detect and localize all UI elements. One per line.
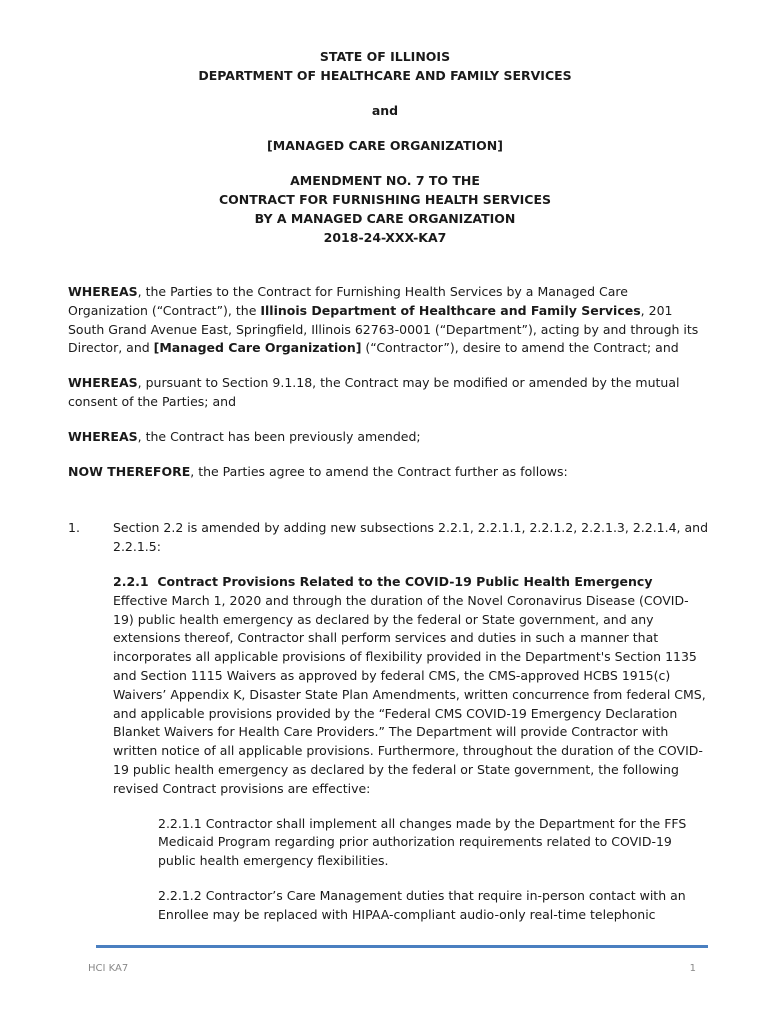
document-title-block: [0, 47, 770, 247]
document-body: [68, 283, 708, 925]
title-by-mco: BY A MANAGED CARE ORGANIZATION: [254, 211, 516, 226]
recital-text: , pursuant to Section 9.1.18, the Contract may be modified or amended by the mutual consent of the Parties; and: [68, 375, 680, 409]
title-state: STATE OF ILLINOIS: [319, 49, 451, 64]
recital-lead: WHEREAS: [68, 284, 138, 299]
title-contract-number: 2018-24-XXX-KA7: [323, 230, 447, 245]
recital-mco-name: [Managed Care Organization]: [153, 340, 362, 356]
title-and: and: [371, 103, 399, 118]
title-amendment: AMENDMENT NO. 7 TO THE: [290, 173, 480, 188]
footer-page-number: 1: [689, 963, 696, 974]
subsection-title: Contract Provisions Related to the COVID-19 Public Health Emergency: [157, 573, 653, 589]
footer-document-id: HCI KA7: [88, 963, 129, 974]
recital-4: [68, 463, 708, 482]
recital-text: , the Parties to the Contract for Furnishing Health Services by a Managed Care Organization (“Contract”), the: [68, 284, 628, 318]
recital-3: [68, 428, 708, 447]
recital-text: (“Contractor”), desire to amend the Contract; and: [361, 340, 679, 356]
recital-text: , the Parties agree to amend the Contract further as follows:: [190, 463, 568, 479]
amendment-item-1: [68, 519, 708, 924]
recital-department-name: Illinois Department of Healthcare and Family Services: [260, 302, 641, 318]
recital-text: , the Contract has been previously amended;: [137, 428, 421, 444]
subsection-heading: [113, 573, 708, 592]
title-mco: [MANAGED CARE ORGANIZATION]: [267, 138, 503, 153]
title-department: DEPARTMENT OF HEALTHCARE AND FAMILY SERVICES: [198, 68, 572, 83]
subsection-2-2-1: [113, 573, 708, 799]
recital-lead: NOW THEREFORE: [68, 463, 191, 479]
item-text: Section 2.2 is amended by adding new subsections 2.2.1, 2.2.1.1, 2.2.1.2, 2.2.1.3, 2.2.1.4, and 2.2.1.5:: [113, 520, 709, 555]
recital-2: [68, 374, 708, 412]
subsection-2-2-1-2: 2.2.1.2 Contractor’s Care Management duties that require in-person contact with an Enrollee may be replaced with HIPAA-compliant audio-only real-time telephonic: [158, 887, 686, 922]
subsection-number: 2.2.1: [113, 573, 149, 589]
recital-lead: WHEREAS: [68, 375, 138, 391]
subsection-2-2-1-1: 2.2.1.1 Contractor shall implement all changes made by the Department for the FFS Medicaid Program regarding prior authorization requirements related to COVID-19 public health emergency flexibilities.: [158, 815, 687, 869]
recital-1: [68, 283, 708, 358]
subsection-text: Effective March 1, 2020 and through the duration of the Novel Coronavirus Disease (COVID-19) public health emergency as declared by the federal or State government, and any extensions thereof, Contractor shall perform services and duties in such a manner that incorporates all applicable provisions of flexibility provided in the Department's Section 1135 and Section 1115 Waivers as approved by federal CMS, the CMS-approved HCBS 1915(c) Waivers’ Appendix K, Disaster State Plan Amendments, written concurrence from federal CMS, and applicable provisions provided by the “Federal CMS COVID-19 Emergency Declaration Blanket Waivers for Health Care Providers.” The Department will provide Contractor with written notice of all applicable provisions. Furthermore, throughout the duration of the COVID-19 public health emergency as declared by the federal or State government, the following revised Contract provisions are effective:: [113, 592, 706, 796]
footer-rule: [96, 945, 708, 948]
title-contract: CONTRACT FOR FURNISHING HEALTH SERVICES: [218, 192, 551, 207]
recital-lead: WHEREAS: [68, 428, 138, 444]
recital-text: , 201 South Grand Avenue East, Springfield, Illinois 62763-0001 (“Department”), acting by and through its Director, and: [68, 302, 699, 356]
item-number: 1.: [68, 520, 80, 536]
